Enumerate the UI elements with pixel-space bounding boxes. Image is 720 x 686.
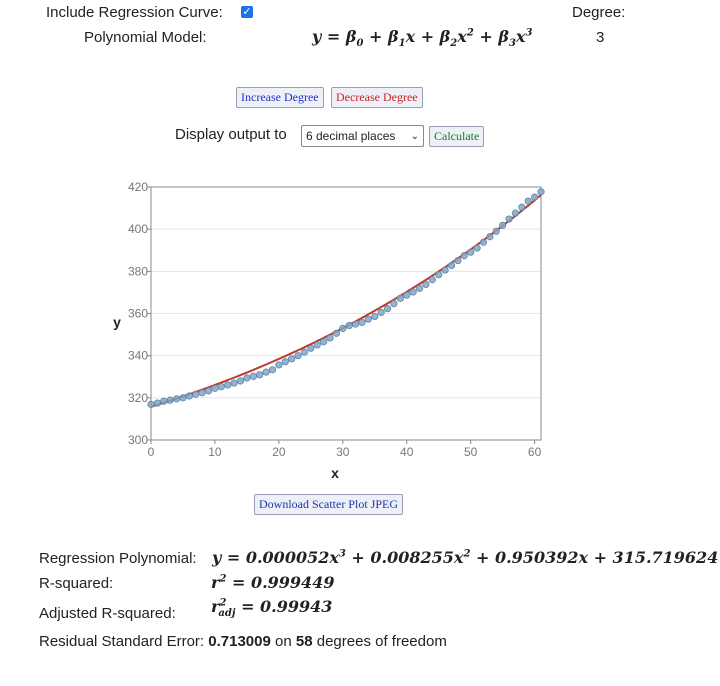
x-tick-label: 0 [147, 445, 155, 459]
data-point [436, 272, 442, 278]
y-tick-label: 420 [127, 180, 148, 194]
data-point [186, 393, 192, 399]
data-point [531, 194, 537, 200]
regression-polynomial-label: Regression Polynomial: [39, 550, 197, 567]
data-point [397, 295, 403, 301]
y-tick-label: 400 [127, 222, 148, 237]
x-tick-label: 40 [400, 445, 414, 459]
data-point [467, 249, 473, 255]
include-regression-checkbox[interactable] [241, 6, 253, 18]
data-point [480, 239, 486, 245]
data-point [148, 401, 154, 407]
data-point [282, 359, 288, 365]
data-point [359, 319, 365, 325]
scatter-plot [100, 175, 560, 485]
data-point [519, 204, 525, 210]
decimal-places-value: 6 decimal places [306, 129, 396, 143]
data-point [218, 383, 224, 389]
data-point [154, 400, 160, 406]
data-point [474, 245, 480, 251]
data-point [205, 388, 211, 394]
r-squared-label: R-squared: [39, 575, 114, 592]
rse-suffix: degrees of freedom [316, 633, 447, 650]
y-tick-label: 300 [127, 433, 148, 447]
data-point [256, 372, 262, 378]
calculate-button[interactable]: Calculate [429, 126, 484, 147]
increase-degree-button[interactable]: Increase Degree [236, 87, 324, 108]
data-point [237, 378, 243, 384]
x-tick-label: 30 [336, 445, 350, 459]
data-point [404, 292, 410, 298]
data-point [423, 281, 429, 287]
data-point [461, 253, 467, 259]
include-regression-label: Include Regression Curve: [46, 4, 223, 21]
y-tick-label: 380 [127, 264, 148, 279]
data-point [327, 335, 333, 341]
data-point [391, 300, 397, 306]
regression-polynomial-formula: $y = 0.000052x^3 + 0.008255x^2 + 0.950392x + 315.719624$ [212, 548, 719, 567]
data-point [346, 322, 352, 328]
data-point [263, 369, 269, 375]
decrease-degree-button[interactable]: Decrease Degree [331, 87, 423, 108]
decimal-places-select[interactable] [301, 125, 424, 147]
x-tick-label: 20 [272, 445, 286, 459]
data-point [352, 321, 358, 327]
x-tick-label: 60 [527, 445, 542, 459]
y-axis-label: y [113, 314, 121, 330]
y-tick-label: 320 [127, 390, 148, 405]
data-point [301, 349, 307, 355]
data-point [180, 395, 186, 401]
rse-df: 58 [295, 633, 313, 650]
data-point [167, 397, 173, 403]
data-point [161, 398, 167, 404]
data-point [244, 375, 250, 381]
rse-on: on [275, 633, 292, 650]
r-squared-formula: $r^2 = 0.999449$ [211, 573, 335, 592]
data-point [506, 216, 512, 222]
regression-curve [151, 195, 541, 407]
data-point [429, 277, 435, 283]
y-tick-label: 360 [127, 306, 148, 321]
data-point [333, 330, 339, 336]
data-point [442, 267, 448, 273]
data-point [288, 356, 294, 362]
data-point [314, 342, 320, 348]
data-point [295, 352, 301, 358]
display-output-label: Display output to [175, 126, 287, 143]
data-point [512, 210, 518, 216]
data-point [269, 367, 275, 373]
data-point [493, 228, 499, 234]
rse-value: 0.713009 [208, 633, 271, 650]
data-point [455, 257, 461, 263]
degree-value: 3 [596, 29, 605, 46]
data-point [340, 325, 346, 331]
data-point [173, 396, 179, 402]
x-axis-label: x [331, 465, 339, 481]
data-point [410, 289, 416, 295]
residual-standard-error-line [39, 633, 447, 650]
data-point [308, 345, 314, 351]
data-point [225, 382, 231, 388]
data-point [372, 313, 378, 319]
adjusted-r-squared-label: Adjusted R-squared: [39, 605, 176, 622]
adjusted-r-squared-formula: $r^2_{adj} = 0.99943$ [211, 597, 333, 620]
data-point [416, 285, 422, 291]
data-point [525, 198, 531, 204]
data-point [250, 373, 256, 379]
data-point [384, 305, 390, 311]
data-point [193, 391, 199, 397]
data-point [231, 380, 237, 386]
data-point [320, 339, 326, 345]
rse-label: Residual Standard Error: [39, 633, 205, 650]
polynomial-model-label: Polynomial Model: [84, 29, 207, 46]
data-point [365, 316, 371, 322]
data-point [499, 222, 505, 228]
download-scatter-button[interactable]: Download Scatter Plot JPEG [254, 494, 403, 515]
y-tick-label: 340 [127, 348, 148, 363]
polynomial-model-formula: $y = \beta_0 + \beta_1x + \beta_2x^2 + \beta_3x^3$ [312, 27, 533, 50]
data-point [276, 362, 282, 368]
chevron-down-icon: ⌄ [410, 130, 419, 142]
data-point [487, 234, 493, 240]
data-point [538, 189, 544, 195]
degree-label: Degree: [572, 4, 626, 21]
data-point [199, 390, 205, 396]
data-point [212, 385, 218, 391]
x-tick-label: 50 [463, 445, 478, 459]
data-point [378, 309, 384, 315]
data-point [448, 262, 454, 268]
x-tick-label: 10 [208, 445, 222, 459]
